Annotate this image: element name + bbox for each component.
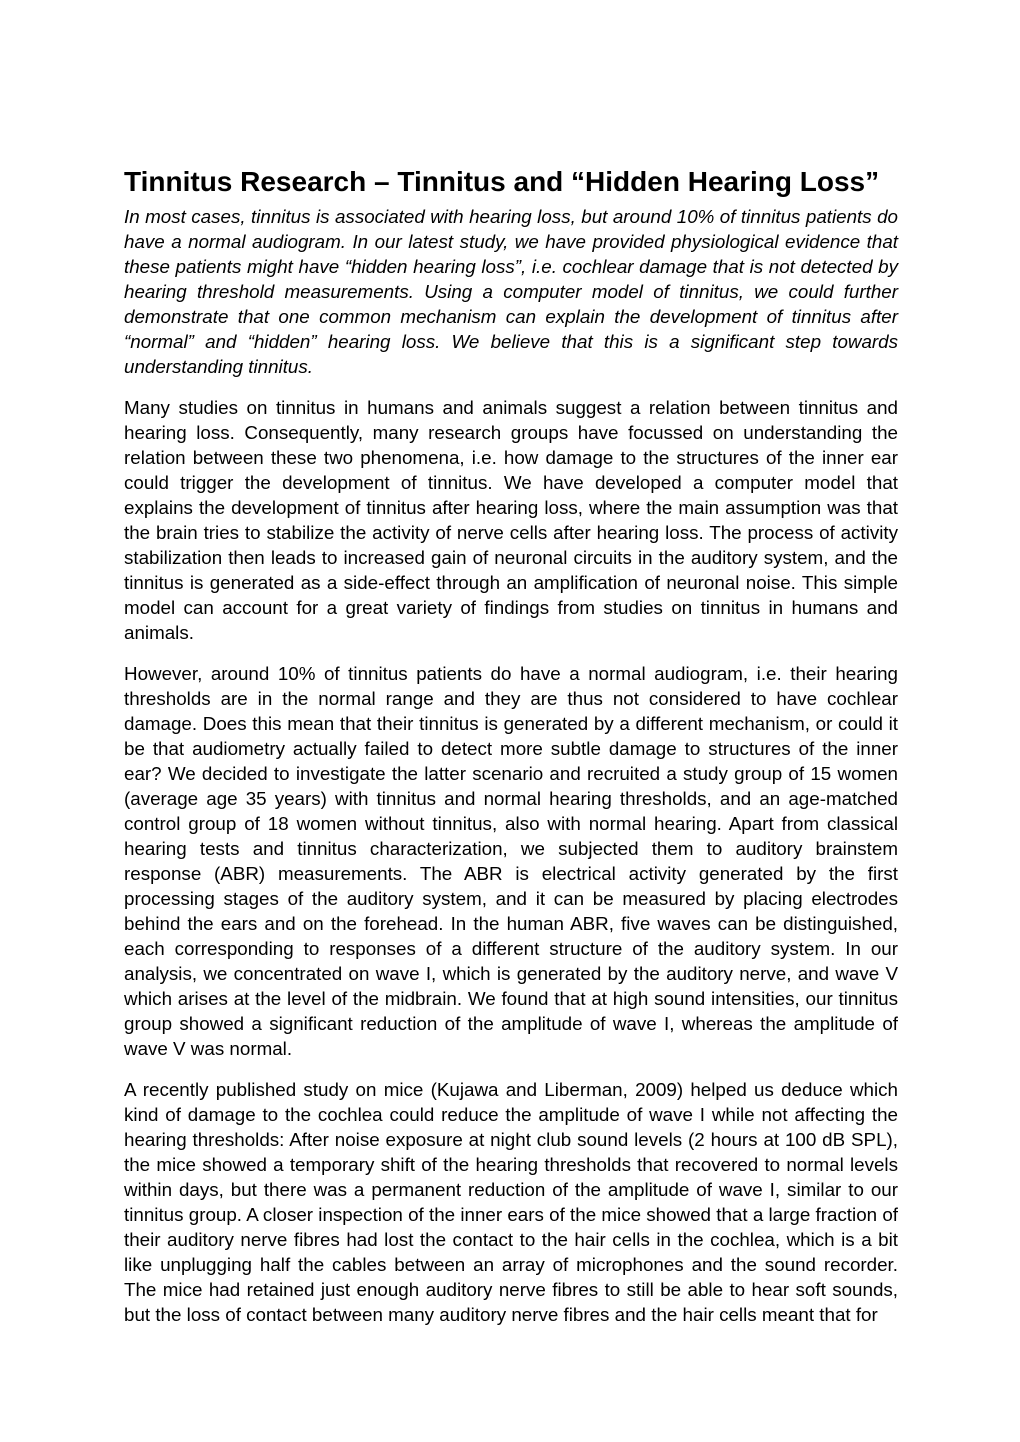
body-paragraph-1: Many studies on tinnitus in humans and animals suggest a relation between tinnitus and hearing loss. Consequently, many research groups have focussed on understanding the relation between these two phenomena, i.e. how damage to the structures of the inner ear could trigger the development of tinnitus. We have developed a computer model that explains the development of tinnitus after hearing loss, where the main assumption was that the brain tries to stabilize the activity of nerve cells after hearing loss. The process of activity stabilization then leads to increased gain of neuronal circuits in the auditory system, and the tinnitus is generated as a side-effect through an amplification of neuronal noise. This simple model can account for a great variety of findings from studies on tinnitus in humans and animals. [124, 397, 898, 643]
text-column [124, 167, 898, 1343]
intro-paragraph: In most cases, tinnitus is associated with hearing loss, but around 10% of tinnitus patients do have a normal audiogram. In our latest study, we have provided physiological evidence that these patients might have “hidden hearing loss”, i.e. cochlear damage that is not detected by hearing threshold measurements. Using a computer model of tinnitus, we could further demonstrate that one common mechanism can explain the development of tinnitus after “normal” and “hidden” hearing loss. We believe that this is a significant step towards understanding tinnitus. [124, 206, 898, 377]
document-title: Tinnitus Research – Tinnitus and “Hidden Hearing Loss” [124, 166, 880, 197]
body-paragraph-2: However, around 10% of tinnitus patients do have a normal audiogram, i.e. their hearing thresholds are in the normal range and they are thus not considered to have cochlear damage. Does this mean that their tinnitus is generated by a different mechanism, or could it be that audiometry actually failed to detect more subtle damage to structures of the inner ear? We decided to investigate the latter scenario and recruited a study group of 15 women (average age 35 years) with tinnitus and normal hearing thresholds, and an age-matched control group of 18 women without tinnitus, also with normal hearing. Apart from classical hearing tests and tinnitus characterization, we subjected them to auditory brainstem response (ABR) measurements. The ABR is electrical activity generated by the first processing stages of the auditory system, and it can be measured by placing electrodes behind the ears and on the forehead. In the human ABR, five waves can be distinguished, each corresponding to responses of a different structure of the auditory system. In our analysis, we concentrated on wave I, which is generated by the auditory nerve, and wave V which arises at the level of the midbrain. We found that at high sound intensities, our tinnitus group showed a significant reduction of the amplitude of wave I, whereas the amplitude of wave V was normal. [124, 663, 898, 1059]
body-paragraph-3: A recently published study on mice (Kujawa and Liberman, 2009) helped us deduce which kind of damage to the cochlea could reduce the amplitude of wave I while not affecting the hearing thresholds: After noise exposure at night club sound levels (2 hours at 100 dB SPL), the mice showed a temporary shift of the hearing thresholds that recovered to normal levels within days, but there was a permanent reduction of the amplitude of wave I, similar to our tinnitus group. A closer inspection of the inner ears of the mice showed that a large fraction of their auditory nerve fibres had lost the contact to the hair cells in the cochlea, which is a bit like unplugging half the cables between an array of microphones and the sound recorder. The mice had retained just enough auditory nerve fibres to still be able to hear soft sounds, but the loss of contact between many auditory nerve fibres and the hair cells meant that for [124, 1079, 898, 1325]
